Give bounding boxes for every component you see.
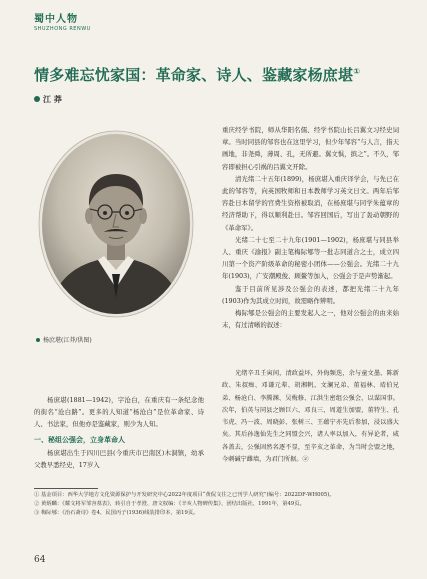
title-note-mark: ① — [353, 67, 361, 76]
column-name-en: SHUZHONG RENWU — [34, 26, 91, 32]
page-number: 64 — [34, 555, 46, 565]
quotation-block: 光绪辛丑壬寅间，清政益坏，外侮频迭，余与童文墨、陈新政、朱叔痴、邓谦元辈、胡湘帆、文澜兄弟、董福林、靖伯兄弟、杨沧白、李腾渊、吴梅修、江洪生密组公强会，以谋国事。次年，伯英与同县之顾巨六、邓良三、周道生加盟，董特生、孔韦虎、冯一波、周晓彭、张树三、王蕴宁亦先后参加，浸以盛大矣。其后孙逸仙先生之同盟会兴，诸人率以加入，有异论者，咸各盖去，公强固然名逐不显，至辛亥之革命，为当时会盟之地，今刺碱宁雌墙，为君门所据。② — [222, 370, 399, 464]
right-paragraph-5: 梅际郇是公强会的主要发起人之一，他对公强会的由来始末，有过清晰的叙述： — [222, 309, 399, 330]
intro-paragraph: 杨庶堪(1881—1942)，字沧白，在重庆有一条纪念他的街名“沧白路”。更多的人知道“杨沧白”是位革命家、诗人、书法家，但他亦是鉴藏家，则少为人知。 — [34, 396, 204, 429]
article-title — [34, 64, 414, 85]
right-paragraph-2: 清光绪二十五年(1899)，杨庶堪入重庆译学会，与先已在此的邹容等，向英国牧师和日本教师学习英文日文。两年后邹容赴日本留学的官费生资格被取消，在杨庶堪与同学朱蕴章的经济帮助下，得以顺利赴日。邹容回国后，写出了轰动朝野的《革命军》。 — [222, 174, 399, 232]
section-heading: 一、秘组公强会，立身革命人 — [34, 436, 125, 444]
column-name: 蜀中人物 — [34, 14, 78, 25]
bullet-icon — [36, 338, 40, 342]
photo-caption-text: 杨庶堪(江莽/供图) — [43, 337, 92, 344]
footnote-divider — [34, 488, 98, 489]
footnote-1: ① 基金项目：西华大学地方文化资源保护与开发研究中心2022年度项目“黄侃文往之已刊学人研究”(编号：2022DF-WH005)。 — [34, 492, 335, 498]
right-paragraph-3: 光绪二十七至二十九年(1901—1902)，杨庶堪与同县举人、重庆《渝报》副主笔梅际郇等一批志同道合之士，成立四川第一个资产阶级革命的秘密小团体——公强会。光绪二十九年(1903)，广安潮殿俊、顾鳌等加入，公强会于是声势渐起。 — [222, 235, 399, 281]
right-column — [222, 124, 399, 331]
footnote-3: ③ 梅际郇：《治石斋诗》卷4，民国丙子(1936)线装排印本，第19页。 — [34, 510, 199, 517]
footnote-2: ② 黄炳麟：《耀文将军邹容墓表》，转引自于孝澄、唐文权编：《辛亥人物碑传集》，团结出版社，1991年，第49页。 — [34, 501, 305, 508]
bullet-icon — [34, 96, 40, 102]
right-paragraph-1: 重庆经学书院，师从华阳名儒、经学书院山长吕翼文习经史词章。当时同县的邹容也在这里学习，但少年邹容“与人言，指天画地，非尧舜，薄周、孔，无所避。翼文惧，摈之”。不久，邹容即被担心引祸的吕翼文开除。 — [222, 126, 399, 171]
portrait-frame — [36, 128, 196, 320]
column-header — [34, 10, 91, 32]
author-name: 江 莽 — [43, 95, 62, 104]
right-paragraph-4: 鉴于目前所见涉及公强会的表述，都把光绪二十九年(1903)作为其成立时间，故需略作辨明。 — [222, 284, 399, 305]
author-byline — [34, 94, 62, 105]
footnotes — [34, 491, 400, 519]
portrait-photo — [36, 128, 196, 320]
article-title-text: 情多难忘忧家国：革命家、诗人、鉴藏家杨庶堪 — [34, 66, 354, 84]
left-paragraph: 杨庶堪出生于四川巴县(今重庆市巴南区)木洞镇，幼承父教早悉经史，17岁入 — [34, 449, 204, 470]
photo-caption — [36, 335, 92, 344]
